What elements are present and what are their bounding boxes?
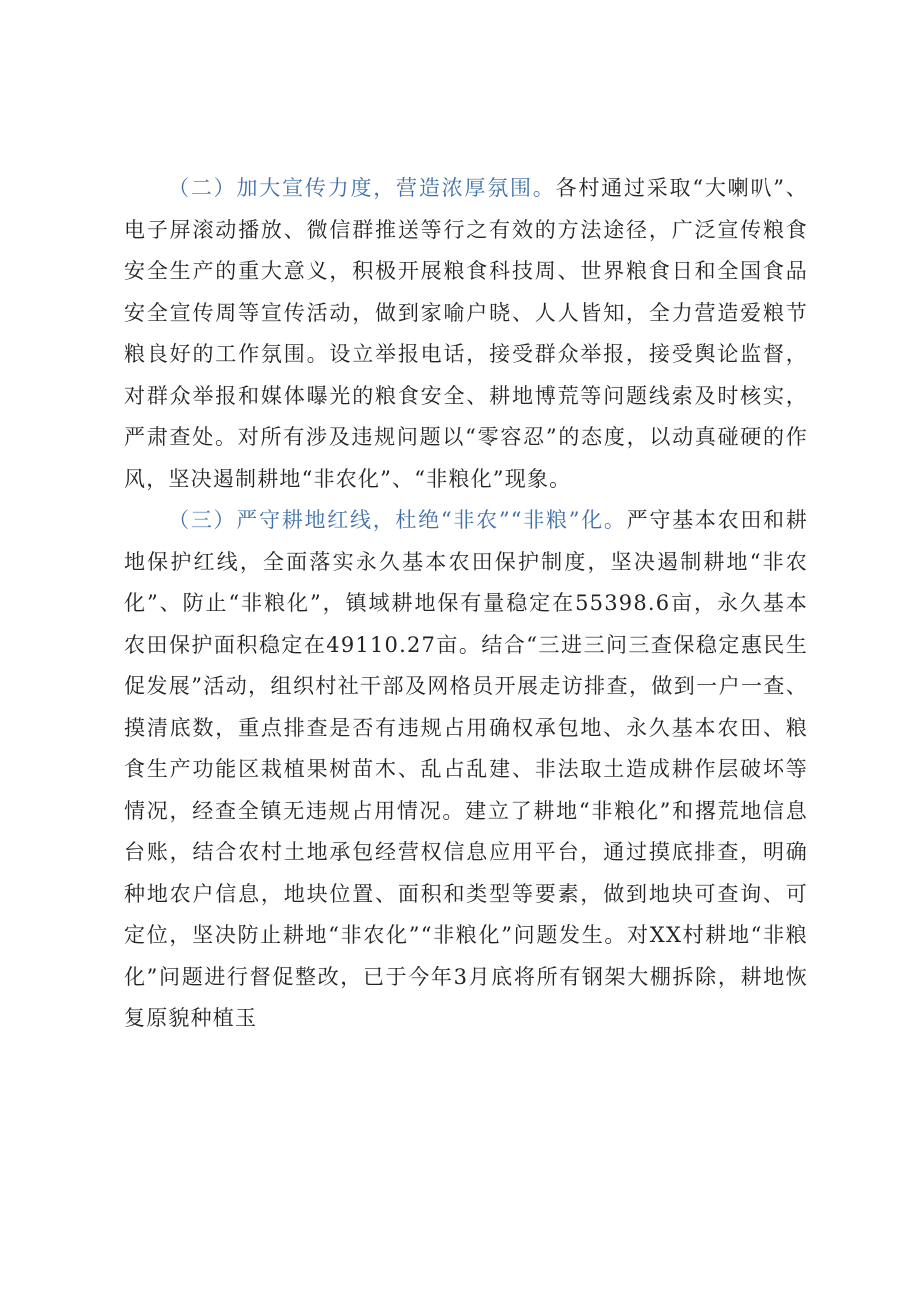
section-heading-3: （三）严守耕地红线，杜绝“非农”“非粮”化。 (168, 508, 627, 532)
paragraph-body-2: 各村通过采取“大喇叭”、电子屏滚动播放、微信群推送等行之有效的方法途径，广泛宣传粮食安全生产的重大意义，积极开展粮食科技周、世界粮食日和全国食品安全宣传周等宣传活动，做到家喻户晓、人人皆知，全力营造爱粮节粮良好的工作氛围。设立举报电话，接受群众举报，接受舆论监督，对群众举报和媒体曝光的粮食安全、耕地博荒等问题线索及时核实，严肃查处。对所有涉及违规问题以“零容忍”的态度，以动真碰硬的作风，坚决遏制耕地“非农化”、“非粮化”现象。 (124, 176, 808, 491)
paragraph-farmland-protection (124, 500, 808, 1040)
section-heading-2: （二）加大宣传力度，营造浓厚氛围。 (168, 176, 556, 200)
paragraph-publicity (124, 168, 808, 500)
document-body (124, 168, 808, 1040)
paragraph-body-3: 严守基本农田和耕地保护红线，全面落实永久基本农田保护制度，坚决遏制耕地“非农化”、防止“非粮化”，镇域耕地保有量稳定在55398.6亩，永久基本农田保护面积稳定在49110.27亩。结合“三进三问三查保稳定惠民生促发展”活动，组织村社干部及网格员开展走访排查，做到一户一查、摸清底数，重点排查是否有违规占用确权承包地、永久基本农田、粮食生产功能区栽植果树苗木、乱占乱建、非法取土造成耕作层破坏等情况，经查全镇无违规占用情况。建立了耕地“非粮化”和撂荒地信息台账，结合农村土地承包经营权信息应用平台，通过摸底排查，明确种地农户信息，地块位置、面积和类型等要素，做到地块可查询、可定位，坚决防止耕地“非农化”“非粮化”问题发生。对XX村耕地“非粮化”问题进行督促整改，已于今年3月底将所有钢架大棚拆除，耕地恢复原貌种植玉 (124, 508, 808, 1030)
